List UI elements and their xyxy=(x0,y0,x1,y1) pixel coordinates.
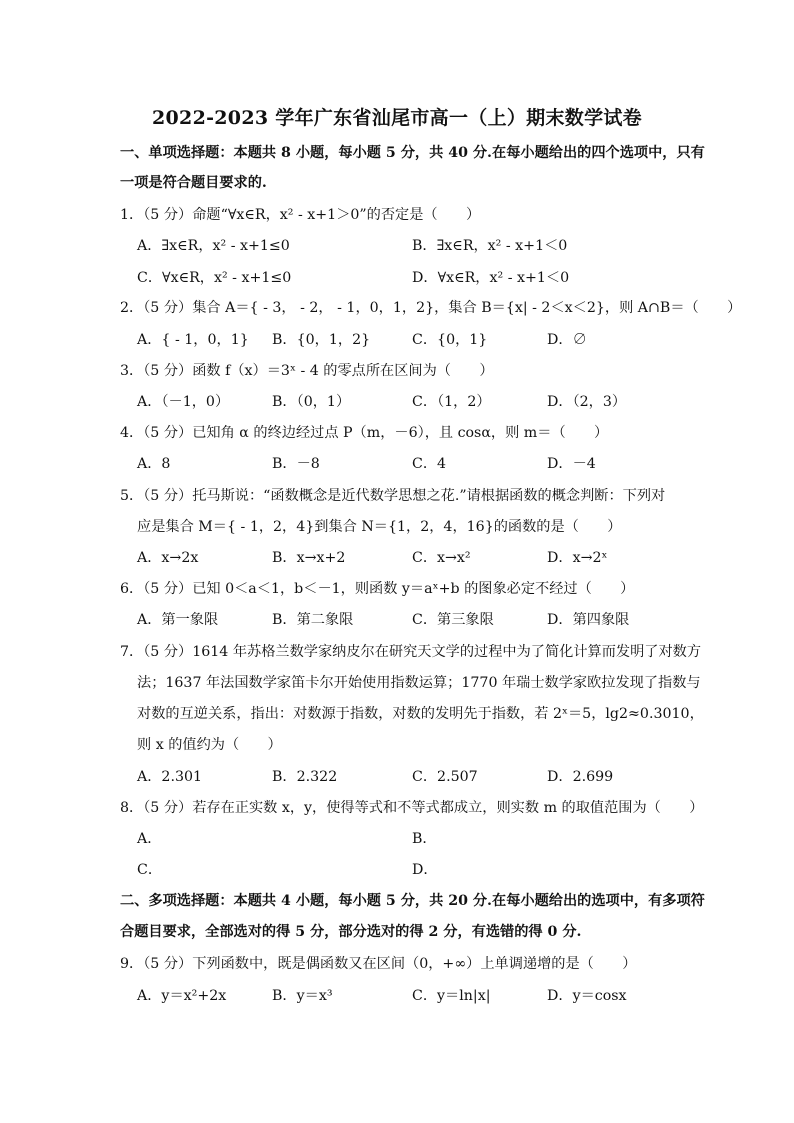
question-3-option-b: B．（0，1） xyxy=(272,394,351,410)
question-3-option-d: D．（2，3） xyxy=(547,394,627,410)
question-1-stem: 1．（5 分）命题“∀x∈R，x² - x+1＞0”的否定是（ ） xyxy=(120,207,481,223)
question-2-option-a: A．{ - 1，0，1} xyxy=(137,332,249,348)
question-1-option-b: B．∃x∈R，x² - x+1＜0 xyxy=(412,238,568,254)
question-7-stem-line-4: 则 x 的值约为（ ） xyxy=(137,737,282,753)
question-1-option-a: A．∃x∈R，x² - x+1≤0 xyxy=(137,238,290,254)
question-8-stem: 8．（5 分）若存在正实数 x，y，使得等式和不等式都成立，则实数 m 的取值范围为（ ） xyxy=(120,800,704,816)
question-8-option-a: A． xyxy=(137,831,162,847)
question-3-option-a: A．（－1，0） xyxy=(137,394,230,410)
question-7-option-d: D．2.699 xyxy=(547,769,614,785)
question-7-stem-line-2: 法；1637 年法国数学家笛卡尔开始使用指数运算；1770 年瑞士数学家欧拉发现了指数与 xyxy=(137,675,701,691)
question-8-option-d: D． xyxy=(412,862,438,878)
question-5-option-a: A．x→2x xyxy=(137,550,199,566)
question-8-option-c: C． xyxy=(137,862,163,878)
page-title: 2022-2023 学年广东省汕尾市高一（上）期末数学试卷 xyxy=(152,107,642,129)
question-2-option-d: D．∅ xyxy=(547,332,587,348)
question-2-option-b: B．{0，1，2} xyxy=(272,332,371,348)
question-6-option-b: B．第二象限 xyxy=(272,612,354,628)
question-7-stem-line-3: 对数的互逆关系，指出：对数源于指数，对数的发明先于指数，若 2ˣ＝5，lg2≈0.3010， xyxy=(137,706,704,722)
question-3-stem: 3．（5 分）函数 f（x）＝3ˣ - 4 的零点所在区间为（ ） xyxy=(120,363,494,379)
question-6-option-a: A．第一象限 xyxy=(137,612,219,628)
question-5-stem-line-1: 5．（5 分）托马斯说：“函数概念是近代数学思想之花.”请根据函数的概念判断：下列对 xyxy=(120,488,666,504)
question-7-option-b: B．2.322 xyxy=(272,769,338,785)
question-9-option-b: B．y＝x³ xyxy=(272,988,333,1004)
question-4-option-b: B．－8 xyxy=(272,456,320,472)
question-5-option-c: C．x→x² xyxy=(412,550,471,566)
section-1-heading-line-1: 一、单项选择题：本题共 8 小题，每小题 5 分，共 40 分.在每小题给出的四个选项中，只有 xyxy=(120,145,705,161)
question-2-stem: 2．（5 分）集合 A＝{ - 3， - 2， - 1，0，1，2}，集合 B＝{x| - 2＜x＜2}，则 A∩B＝（ ） xyxy=(120,300,742,316)
question-6-option-c: C．第三象限 xyxy=(412,612,494,628)
question-7-option-a: A．2.301 xyxy=(137,769,203,785)
question-1-option-d: D．∀x∈R，x² - x+1＜0 xyxy=(412,270,570,286)
section-2-heading-line-1: 二、多项选择题：本题共 4 小题，每小题 5 分，共 20 分.在每小题给出的选项中，有多项符 xyxy=(120,893,705,909)
section-2-heading-line-2: 合题目要求，全部选对的得 5 分，部分选对的得 2 分，有选错的得 0 分. xyxy=(120,924,582,940)
question-9-option-a: A．y＝x²+2x xyxy=(137,988,227,1004)
question-9-option-d: D．y＝cosx xyxy=(547,988,627,1004)
question-8-option-b: B． xyxy=(412,831,437,847)
question-3-option-c: C．（1，2） xyxy=(412,394,491,410)
question-6-option-d: D．第四象限 xyxy=(547,612,630,628)
question-7-option-c: C．2.507 xyxy=(412,769,478,785)
question-9-stem: 9．（5 分）下列函数中，既是偶函数又在区间（0，+∞）上单调递增的是（ ） xyxy=(120,956,637,972)
question-5-option-d: D．x→2ˣ xyxy=(547,550,608,566)
question-9-option-c: C．y＝ln|x| xyxy=(412,988,491,1004)
question-4-option-c: C．4 xyxy=(412,456,447,472)
section-1-heading-line-2: 一项是符合题目要求的. xyxy=(120,175,267,191)
question-4-option-d: D．－4 xyxy=(547,456,596,472)
question-4-option-a: A．8 xyxy=(137,456,171,472)
question-5-option-b: B．x→x+2 xyxy=(272,550,346,566)
question-1-option-c: C．∀x∈R，x² - x+1≤0 xyxy=(137,270,292,286)
question-4-stem: 4．（5 分）已知角 α 的终边经过点 P（m，－6），且 cosα，则 m＝（ ） xyxy=(120,425,609,441)
question-5-stem-line-2: 应是集合 M＝{ - 1，2，4}到集合 N＝{1，2，4，16}的函数的是（ ） xyxy=(137,519,622,535)
question-7-stem-line-1: 7．（5 分）1614 年苏格兰数学家纳皮尔在研究天文学的过程中为了简化计算而发明了对数方 xyxy=(120,644,702,660)
question-6-stem: 6．（5 分）已知 0＜a＜1，b＜－1，则函数 y＝aˣ+b 的图象必定不经过（ ） xyxy=(120,581,635,597)
question-2-option-c: C．{0，1} xyxy=(412,332,488,348)
